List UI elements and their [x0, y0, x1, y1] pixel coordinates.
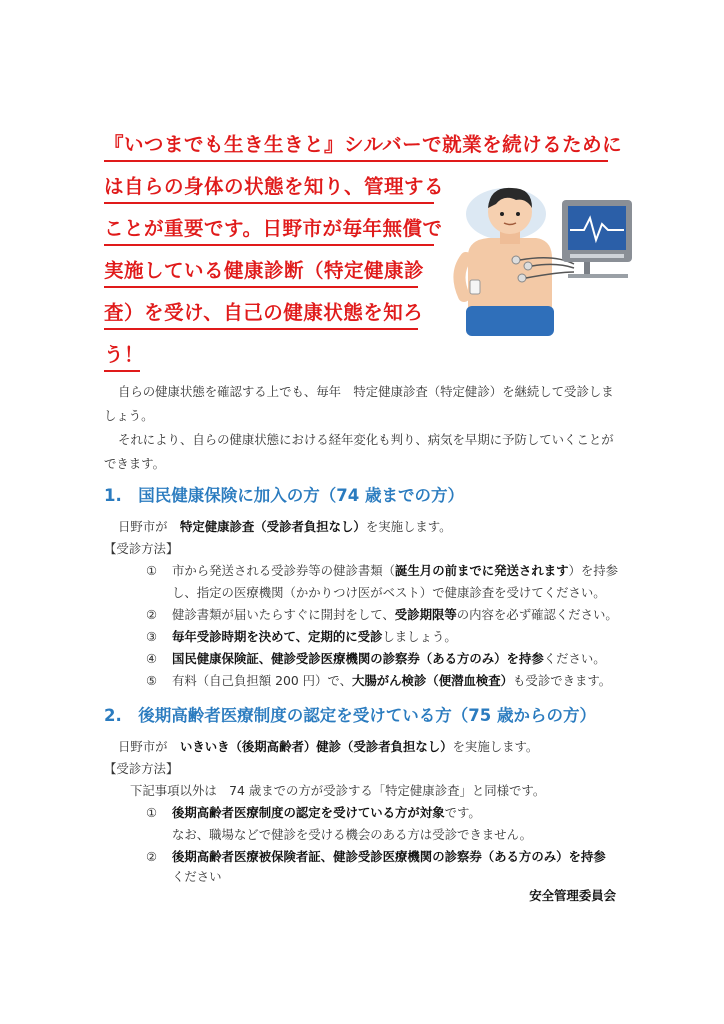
section1-item-2	[146, 606, 618, 624]
headline-underline-5	[104, 328, 418, 330]
item-text-pre: 市から発送される受診券等の健診書類（	[172, 563, 396, 578]
item-number: ②	[146, 607, 158, 622]
section2-method-label: 【受診方法】	[104, 761, 179, 776]
section1-method-label: 【受診方法】	[104, 541, 179, 556]
headline-underline-2	[104, 202, 434, 204]
section2-heading: 2. 後期高齢者医療制度の認定を受けている方（75 歳からの方）	[104, 706, 596, 725]
item-text-bold: 後期高齢者医療被保険者証、健診受診医療機関の診察券（ある方のみ）を持参	[172, 849, 606, 864]
section1-lead-bold: 特定健康診査（受診者負担なし）	[179, 519, 366, 534]
headline-line-4: 実施している健康診断（特定健康診	[104, 259, 425, 282]
section1-item-4	[146, 650, 606, 668]
headline-line-6: う！	[104, 343, 145, 366]
shorts-shape	[466, 306, 554, 336]
electrode-pad-3	[524, 262, 532, 270]
intro-paragraph-2: それにより、自らの健康状態における経年変化も判り、病気を早期に予防していくことができます。	[104, 432, 614, 471]
intro-paragraph-1: 自らの健康状態を確認する上でも、毎年 特定健康診査（特定健診）を継続して受診しましょう。	[104, 384, 614, 423]
section1-lead	[118, 518, 452, 536]
item-number: ②	[146, 849, 158, 864]
item-text-bold: 受診期限等	[394, 607, 457, 622]
electrode-pad-4	[518, 274, 526, 282]
section1-lead-post: を実施します。	[365, 519, 452, 534]
electrode-pad-1	[470, 280, 480, 294]
item-text-pre: 有料（自己負担額 200 円）で、	[172, 673, 352, 688]
headline-line-5: 査）を受け、自己の健康状態を知ろ	[104, 301, 424, 324]
section1-item-1	[146, 562, 618, 580]
headline-line-2: は自らの身体の状態を知り、管理する	[104, 175, 445, 198]
monitor-base-strip	[570, 254, 624, 258]
section2-lead-post: を実施します。	[452, 739, 539, 754]
section2-item-2-continued: ください	[172, 869, 222, 884]
item-text-post: しましょう。	[382, 629, 457, 644]
item-text-bold: 大腸がん検診（便潜血検査）	[351, 673, 514, 688]
item-text-post: です。	[444, 805, 481, 820]
item-text-bold: 毎年受診時期を決めて、定期的に受診	[172, 629, 383, 644]
monitor-stand	[584, 262, 590, 276]
item-text-post: ）を持参	[568, 563, 619, 578]
monitor-screen	[568, 206, 626, 250]
item-text-bold: 後期高齢者医療制度の認定を受けている方が対象	[172, 805, 445, 820]
section2-item-2	[146, 848, 606, 866]
item-text-post: の内容を必ず確認ください。	[456, 607, 618, 622]
item-text-pre: 健診書類が届いたらすぐに開封をして、	[172, 607, 395, 622]
committee-signature: 安全管理委員会	[529, 888, 616, 903]
item-text-post: も受診できます。	[513, 673, 612, 688]
item-number: ⑤	[146, 673, 158, 688]
section1-item-3	[146, 628, 457, 646]
section1-item-5	[146, 672, 611, 690]
item-number: ①	[146, 805, 158, 820]
monitor-base	[568, 274, 628, 278]
section2-lead	[118, 738, 538, 756]
left-eye-shape	[500, 212, 504, 216]
headline-underline-3	[104, 244, 434, 246]
headline-underline-1	[104, 160, 608, 162]
headline-line-1: 『いつまでも生き生きと』シルバーで就業を続けるために	[104, 133, 623, 156]
item-number: ④	[146, 651, 158, 666]
electrode-pad-2	[512, 256, 520, 264]
section1-item-1-continued: し、指定の医療機関（かかりつけ医がベスト）で健康診査を受けてください。	[172, 585, 606, 600]
section1-heading: 1. 国民健康保険に加入の方（74 歳までの方）	[104, 486, 464, 505]
item-text-post: ください。	[543, 651, 606, 666]
section2-lead-pre: 日野市が	[118, 739, 180, 754]
headline-line-3: ことが重要です。日野市が毎年無償で	[104, 217, 443, 240]
item-number: ①	[146, 563, 158, 578]
headline-underline-4	[104, 286, 418, 288]
section1-lead-pre: 日野市が	[118, 519, 180, 534]
headline-underline-6	[104, 370, 140, 372]
item-text-bold: 誕生月の前までに発送されます	[395, 563, 569, 578]
ecg-patient-illustration	[444, 178, 636, 340]
item-text-bold: 国民健康保険証、健診受診医療機関の診察券（ある方のみ）を持参	[172, 651, 544, 666]
right-eye-shape	[516, 212, 520, 216]
section2-note: 下記事項以外は 74 歳までの方が受診する「特定健康診査」と同様です。	[130, 783, 546, 798]
arm-shape	[459, 258, 466, 296]
item-number: ③	[146, 629, 158, 644]
section2-lead-bold: いきいき（後期高齢者）健診（受診者負担なし）	[179, 739, 453, 754]
section2-item-1	[146, 804, 481, 822]
section2-item-1-continued: なお、職場などで健診を受ける機会のある方は受診できません。	[172, 827, 533, 842]
